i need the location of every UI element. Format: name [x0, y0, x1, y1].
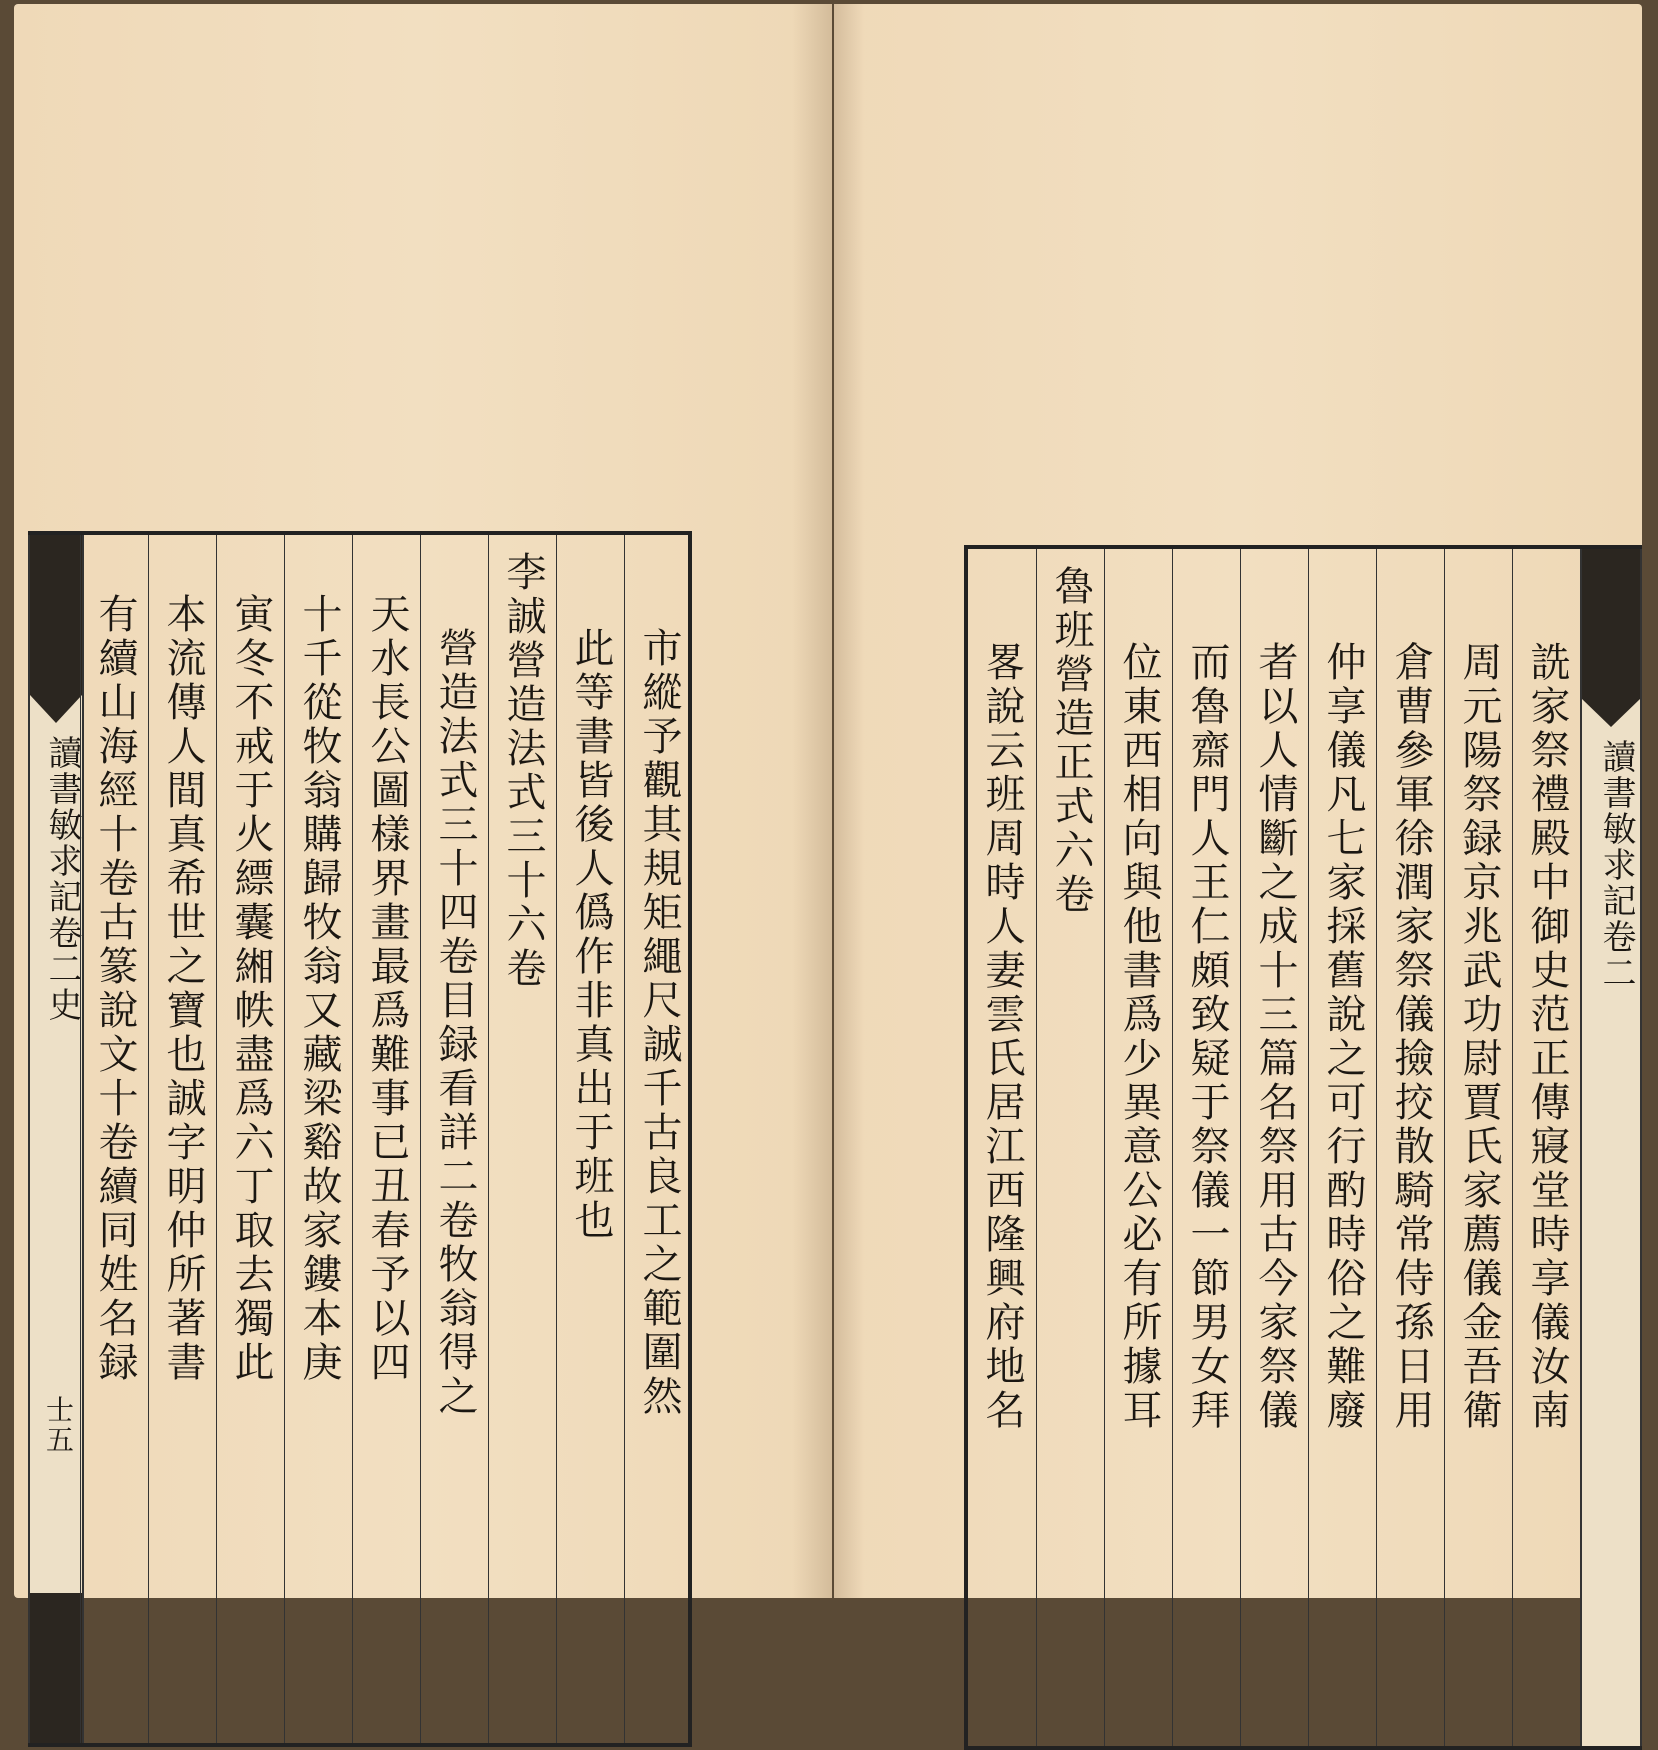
right-page — [834, 4, 1642, 1598]
band-black-mouth — [1582, 549, 1640, 699]
column-text: 市縱予觀其規矩繩尺誠千古良工之範圍然 — [636, 627, 682, 1419]
text-column — [1444, 549, 1512, 1746]
column-text: 倉曹參軍徐潤家祭儀撿挍散騎常侍孫日用 — [1388, 641, 1434, 1433]
band-black-mouth — [30, 535, 82, 695]
text-column — [1104, 549, 1172, 1746]
text-column — [1376, 549, 1444, 1746]
column-text: 仲享儀凡七家採舊說之可行酌時俗之難廢 — [1320, 641, 1366, 1433]
fishtail-mark — [30, 695, 82, 723]
text-column — [1240, 549, 1308, 1746]
column-text: 十千從牧翁購歸牧翁又藏梁谿故家鏤本庚 — [296, 593, 342, 1385]
left-text-frame — [28, 531, 692, 1747]
right-text-frame — [964, 545, 1642, 1750]
column-text: 本流傳人間真希世之寶也誠字明仲所著書 — [160, 593, 206, 1385]
text-column — [216, 535, 284, 1743]
text-column — [148, 535, 216, 1743]
text-column — [1512, 549, 1580, 1746]
band-black-mouth-bottom — [30, 1593, 82, 1743]
text-column — [556, 535, 624, 1743]
column-text: 詵家祭禮殿中御史范正傳寢堂時享儀汝南 — [1524, 641, 1570, 1433]
column-text: 天水長公圖樣界畫最爲難事已丑春予以四 — [364, 593, 410, 1385]
band-title: 讀書敏求記卷二史 — [42, 735, 82, 1023]
column-text: 魯班營造正式六卷 — [1048, 565, 1094, 917]
column-text: 有續山海經十卷古篆說文十卷續同姓名録 — [92, 593, 138, 1385]
text-column — [1036, 549, 1104, 1746]
right-page-band — [1580, 549, 1642, 1746]
text-column — [420, 535, 488, 1743]
column-text: 李誠營造法式三十六卷 — [500, 551, 546, 991]
column-text: 寅冬不戒于火縹囊緗帙盡爲六丁取去獨此 — [228, 593, 274, 1385]
column-text: 者以人情斷之成十三篇名祭用古今家祭儀 — [1252, 641, 1298, 1433]
text-column — [284, 535, 352, 1743]
gutter-shadow — [792, 4, 832, 1598]
text-column — [488, 535, 556, 1743]
column-text: 營造法式三十四卷目録看詳二卷牧翁得之 — [432, 627, 478, 1419]
text-column — [1172, 549, 1240, 1746]
column-text: 位東西相向與他書爲少異意公必有所據耳 — [1116, 641, 1162, 1433]
left-page-band — [28, 535, 84, 1743]
text-column — [352, 535, 420, 1743]
band-title: 讀書敏求記卷二 — [1596, 739, 1636, 991]
column-text: 畧說云班周時人妻雲氏居江西隆興府地名 — [979, 641, 1025, 1433]
text-column — [80, 535, 148, 1743]
text-column — [624, 535, 692, 1743]
column-text: 周元陽祭録京兆武功尉賈氏家薦儀金吾衛 — [1456, 641, 1502, 1433]
column-text: 此等書皆後人僞作非真出于班也 — [568, 627, 614, 1243]
fishtail-mark — [1582, 699, 1640, 727]
text-column — [1308, 549, 1376, 1746]
column-text: 而魯齋門人王仁頗致疑于祭儀一節男女拜 — [1184, 641, 1230, 1433]
page-number: 士五 — [42, 1395, 75, 1455]
gutter-shadow — [834, 4, 864, 1598]
left-page — [14, 4, 832, 1598]
text-column — [968, 549, 1036, 1746]
